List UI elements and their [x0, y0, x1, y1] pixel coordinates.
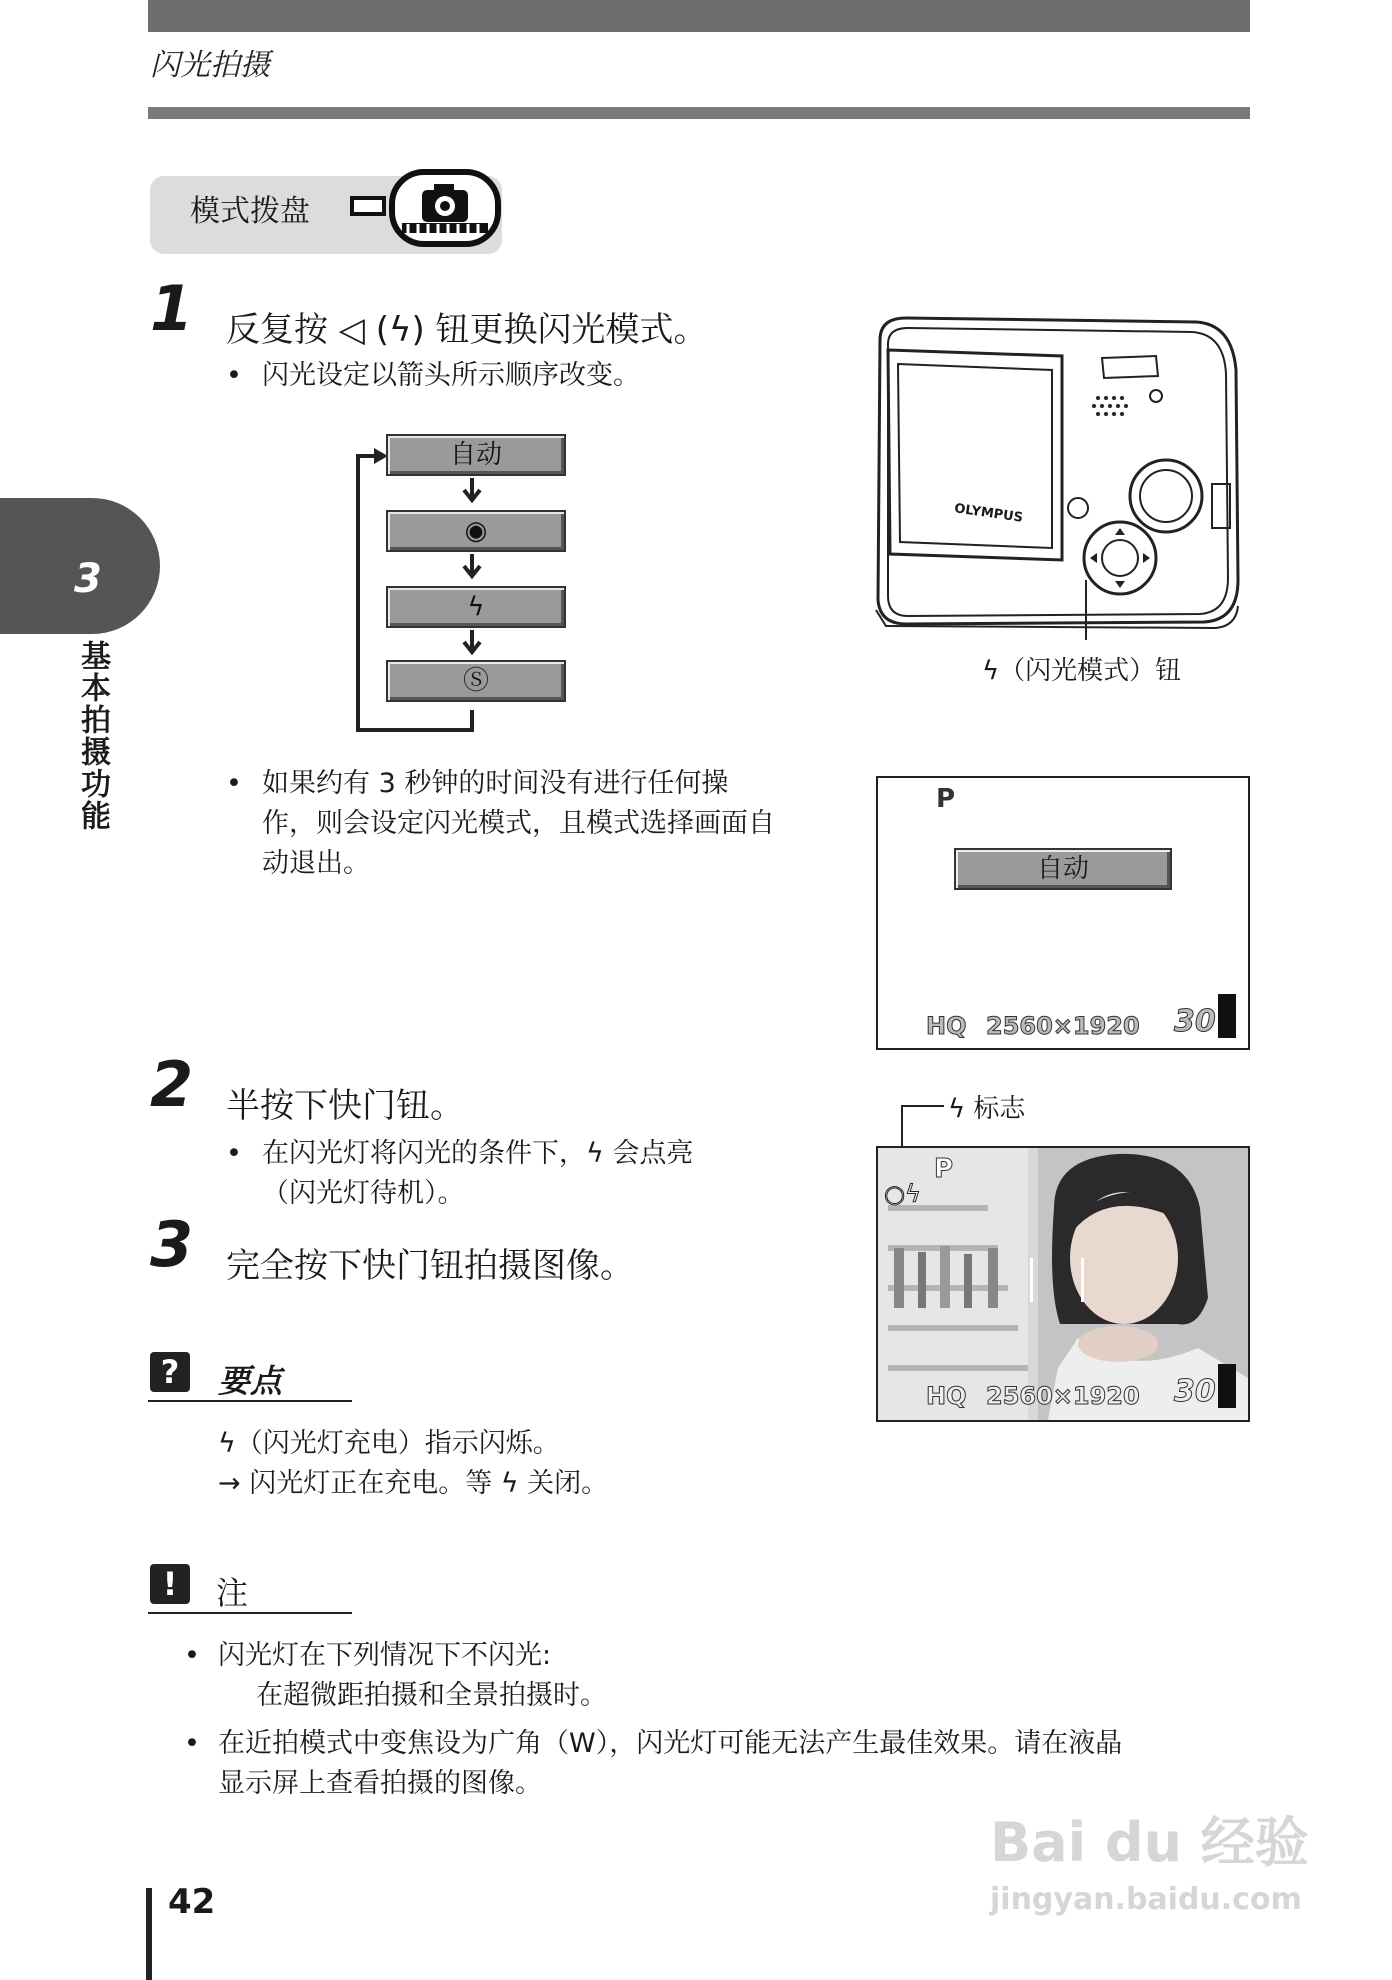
bullet-dot: •: [226, 1138, 242, 1169]
bullet-dot: •: [226, 360, 242, 391]
lcd-selected-flash-mode: 自动: [954, 848, 1172, 890]
header-divider: [148, 107, 1250, 119]
step-1-bullet-2-line-3: 动退出。: [262, 848, 370, 879]
chapter-number: 3: [74, 556, 102, 602]
bullet-dot: •: [226, 768, 242, 799]
step-2-bullet-line-1: 在闪光灯将闪光的条件下，ϟ 会点亮: [262, 1138, 694, 1169]
flash-mode-redeye: ◉: [386, 510, 566, 552]
step-3-number: 3: [150, 1208, 194, 1281]
lcd2-mode-indicator: P: [934, 1154, 954, 1184]
lcd2-quality: HQ: [926, 1382, 967, 1410]
camera-back-illustration: [866, 310, 1252, 640]
step-1-bullet-1: 闪光设定以箭头所示顺序改变。: [262, 360, 640, 391]
note-exclamation-icon: !: [150, 1564, 190, 1604]
step-1-number: 1: [150, 272, 194, 345]
note-bullet-1-line-1: 闪光灯在下列情况下不闪光:: [218, 1640, 552, 1671]
header-bar: [148, 0, 1250, 32]
tips-line-2: → 闪光灯正在充电。等 ϟ 关闭。: [218, 1468, 609, 1499]
note-heading: 注: [216, 1574, 249, 1612]
af-target-mark: [1030, 1258, 1084, 1302]
bullet-dot: •: [184, 1728, 200, 1759]
tips-question-icon: ?: [150, 1352, 190, 1392]
tips-heading: 要点: [218, 1362, 283, 1400]
page-number-bar: [146, 1888, 152, 1980]
camera-mode-dial-icon: [346, 168, 506, 254]
tips-rule: [148, 1400, 352, 1402]
tips-line-1: ϟ（闪光灯充电）指示闪烁。: [218, 1428, 560, 1459]
bullet-dot: •: [184, 1640, 200, 1671]
tips-body: [218, 1424, 608, 1504]
mode-dial-label: 模式拨盘: [190, 194, 310, 229]
flash-standby-icon: ○ϟ: [884, 1180, 921, 1208]
lcd-shots-remaining: 30: [1174, 1004, 1216, 1039]
step-2-bullet-line-2: （闪光灯待机）。: [262, 1178, 465, 1209]
lcd-resolution: 2560×1920: [986, 1012, 1140, 1040]
lcd2-shots-remaining: 30: [1174, 1374, 1216, 1409]
lcd-screen-mode-select: [876, 776, 1250, 1050]
camera-brand-logo: OLYMPUS: [953, 501, 1024, 526]
battery-icon: [1218, 994, 1236, 1038]
lcd-quality: HQ: [926, 1012, 967, 1040]
note-bullet-2: [218, 1724, 1258, 1804]
note-rule: [148, 1612, 352, 1614]
note-bullet-1-line-2: 在超微距拍摄和全景拍摄时。: [256, 1680, 607, 1711]
flash-mode-auto: 自动: [386, 434, 566, 476]
flash-button-callout: ϟ（闪光模式）钮: [982, 656, 1182, 686]
step-2-number: 2: [150, 1048, 194, 1121]
flash-mode-fill: ϟ: [386, 586, 566, 628]
chapter-title: 基本拍摄功能: [75, 640, 110, 832]
flash-mode-off: Ⓢ: [386, 660, 566, 702]
note-bullet-1: [218, 1636, 607, 1716]
lcd-mode-indicator: P: [936, 784, 956, 814]
page-number: 42: [168, 1882, 216, 1922]
note-bullet-2-line-1: 在近拍模式中变焦设为广角（W），闪光灯可能无法产生最佳效果。请在液晶: [218, 1728, 1123, 1759]
lcd-screen-photo: [876, 1146, 1250, 1422]
step-1-bullet-2-line-2: 作，则会设定闪光模式，且模式选择画面自: [262, 808, 775, 839]
note-bullet-2-line-2: 显示屏上查看拍摄的图像。: [218, 1768, 542, 1799]
flash-indicator-callout: ϟ 标志: [948, 1094, 1026, 1124]
lcd2-resolution: 2560×1920: [986, 1382, 1140, 1410]
watermark-url: jingyan.baidu.com: [990, 1882, 1302, 1917]
step-1-title: 反复按 ◁ (ϟ) 钮更换闪光模式。: [226, 310, 708, 350]
step-2-title: 半按下快门钮。: [226, 1086, 464, 1126]
step-1-bullet-2: [262, 764, 775, 884]
page-header-title: 闪光拍摄: [150, 48, 270, 83]
step-2-bullet: [262, 1134, 693, 1214]
battery-icon: [1218, 1364, 1236, 1408]
watermark-brand: Bai du 经验: [990, 1811, 1309, 1874]
step-1-bullet-2-line-1: 如果约有 3 秒钟的时间没有进行任何操: [262, 768, 729, 799]
step-3-title: 完全按下快门钮拍摄图像。: [226, 1246, 634, 1286]
